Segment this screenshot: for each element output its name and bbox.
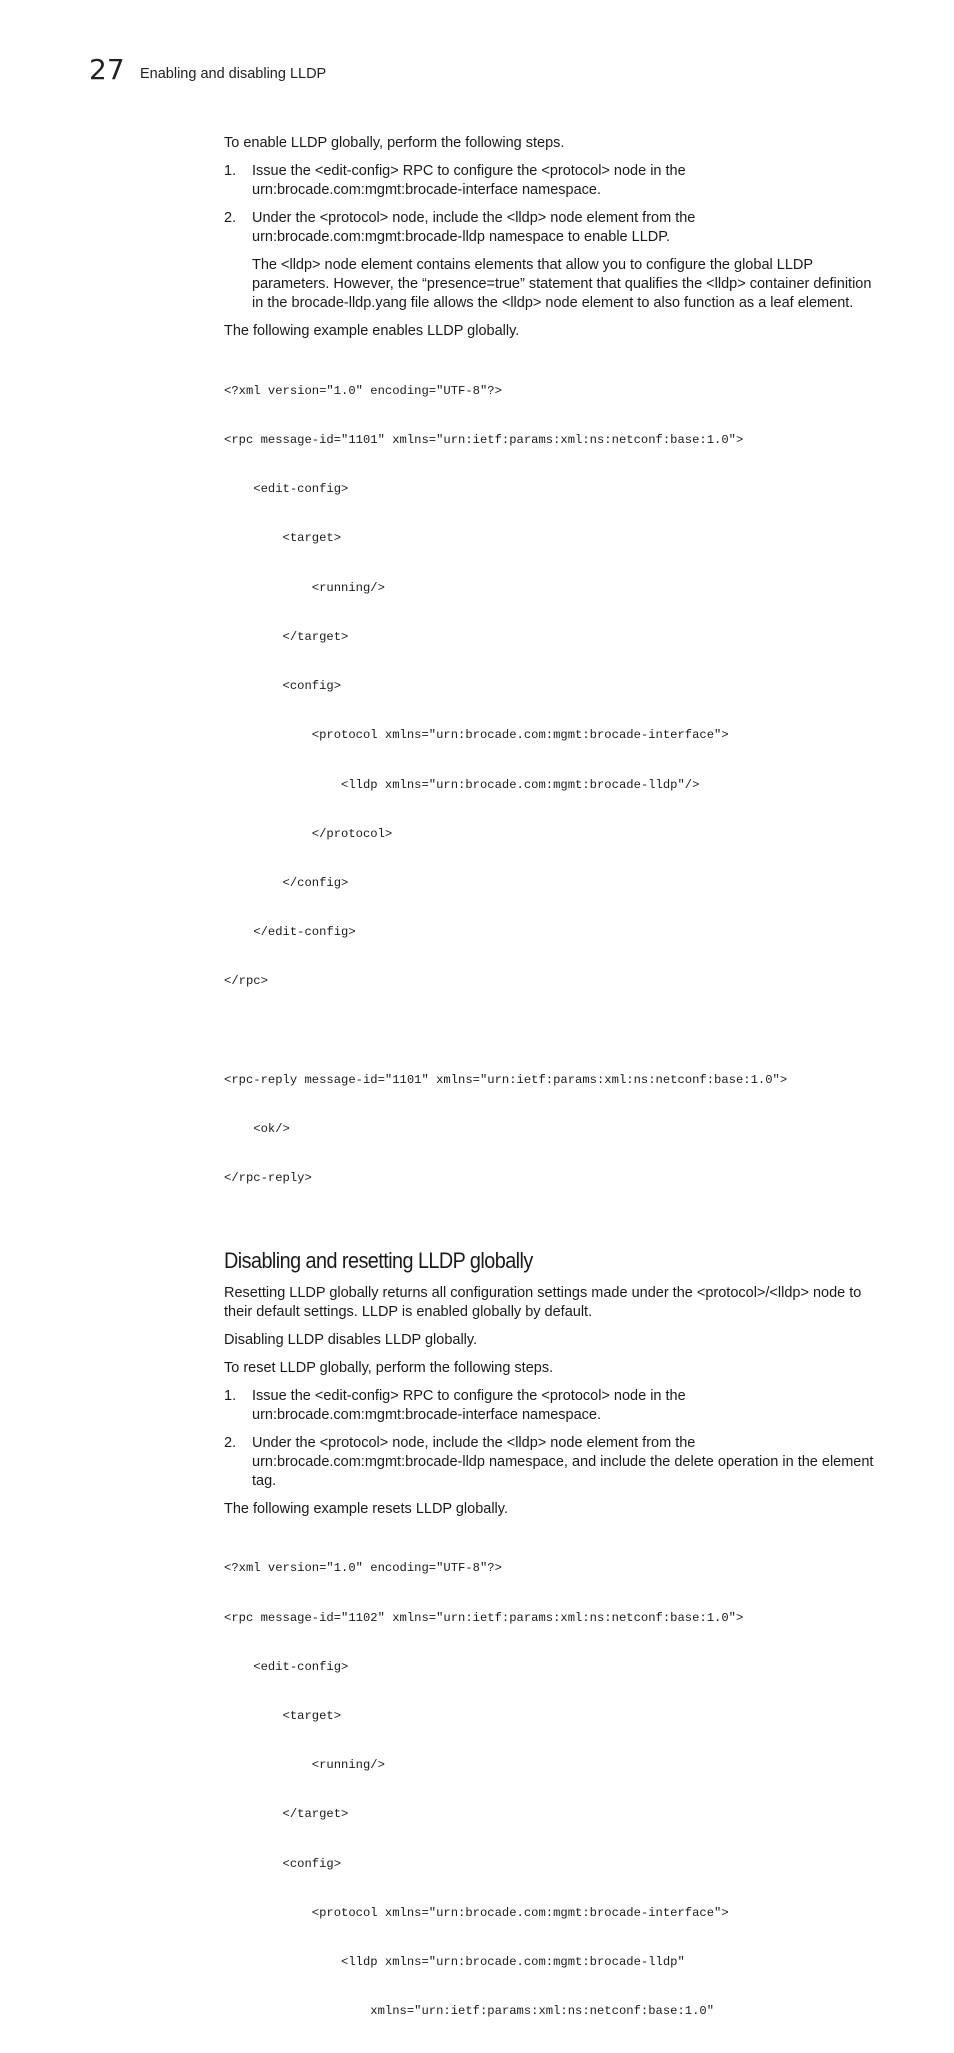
code-line: xmlns="urn:ietf:params:xml:ns:netconf:base:1.0" xyxy=(224,2004,715,2019)
page-content xyxy=(224,134,874,2053)
enable-step-1 xyxy=(224,162,874,200)
enable-example-intro: The following example enables LLDP globally. xyxy=(224,323,520,339)
disable-description: Disabling LLDP disables LLDP globally. xyxy=(224,1331,478,1348)
code-line: <lldp xmlns="urn:brocade.com:mgmt:brocade-lldp"/> xyxy=(224,777,700,792)
chapter-title: Enabling and disabling LLDP xyxy=(140,66,327,82)
code-line: </rpc-reply> xyxy=(224,1171,312,1186)
chapter-number: 27 xyxy=(89,53,125,86)
reset-steps-list xyxy=(224,1387,874,1491)
step-text: Issue the <edit-config> RPC to configure the <protocol> node in the urn:brocade.com:mgmt:brocade-interface namespace. xyxy=(252,1387,686,1423)
reset-step-2 xyxy=(224,1434,874,1491)
code-line: <rpc message-id="1102" xmlns="urn:ietf:params:xml:ns:netconf:base:1.0"> xyxy=(224,1610,744,1625)
code-line: <?xml version="1.0" encoding="UTF-8"?> xyxy=(224,383,502,398)
code-line: <running/> xyxy=(224,1758,385,1773)
step-text: Issue the <edit-config> RPC to configure the <protocol> node in the urn:brocade.com:mgmt:brocade-interface namespace. xyxy=(252,163,686,198)
enable-code-example xyxy=(224,350,874,1220)
code-line: </edit-config> xyxy=(224,925,356,940)
step-text: Under the <protocol> node, include the <lldp> node element from the urn:brocade.com:mgmt:brocade-lldp namespace to enable LLDP. xyxy=(252,210,696,245)
code-line: </protocol> xyxy=(224,826,393,841)
step-number: 1. xyxy=(224,1387,237,1404)
step-number: 2. xyxy=(224,1434,237,1451)
step-number: 2. xyxy=(224,210,237,226)
code-line: <config> xyxy=(224,1856,342,1871)
code-line: <target> xyxy=(224,1708,342,1723)
code-line: <rpc-reply message-id="1101" xmlns="urn:ietf:params:xml:ns:netconf:base:1.0"> xyxy=(224,1072,788,1087)
code-line: <target> xyxy=(224,531,342,546)
code-line: <edit-config> xyxy=(224,482,349,497)
section-heading: Disabling and resetting LLDP globally xyxy=(224,1247,533,1273)
code-line: </rpc> xyxy=(224,974,268,989)
code-line: <ok/> xyxy=(224,1122,290,1137)
code-line: </target> xyxy=(224,1807,349,1822)
step-text: Under the <protocol> node, include the <lldp> node element from the urn:brocade.com:mgmt:brocade-lldp namespace, and include the delete operation in the element tag. xyxy=(252,1434,874,1489)
code-line: <edit-config> xyxy=(224,1659,349,1674)
code-line: </target> xyxy=(224,629,349,644)
step-number: 1. xyxy=(224,163,237,179)
reset-example-intro: The following example resets LLDP globally. xyxy=(224,1500,508,1517)
reset-step-1 xyxy=(224,1387,874,1425)
code-line xyxy=(224,1023,874,1039)
lldp-presence-note: The <lldp> node element contains elements that allow you to configure the global LLDP parameters. However, the “presence=true” statement that qualifies the <lldp> container definition in the brocade-lldp.yang file allows the <lldp> node element to also function as a leaf element. xyxy=(252,257,872,311)
code-line: <lldp xmlns="urn:brocade.com:mgmt:brocade-lldp" xyxy=(224,1955,685,1970)
reset-intro: To reset LLDP globally, perform the following steps. xyxy=(224,1359,554,1376)
code-line: <protocol xmlns="urn:brocade.com:mgmt:brocade-interface"> xyxy=(224,1905,729,1920)
code-line: <rpc message-id="1101" xmlns="urn:ietf:params:xml:ns:netconf:base:1.0"> xyxy=(224,433,744,448)
enable-steps-list xyxy=(224,162,874,247)
reset-code-example xyxy=(224,1528,874,2053)
enable-step-2 xyxy=(224,209,874,247)
code-line: </config> xyxy=(224,876,349,890)
code-line: <running/> xyxy=(224,580,385,595)
enable-intro: To enable LLDP globally, perform the following steps. xyxy=(224,135,565,151)
code-line: <?xml version="1.0" encoding="UTF-8"?> xyxy=(224,1561,502,1576)
code-line: <protocol xmlns="urn:brocade.com:mgmt:brocade-interface"> xyxy=(224,728,729,743)
code-line: <config> xyxy=(224,679,342,694)
reset-description: Resetting LLDP globally returns all configuration settings made under the <protocol>/<lldp> node to their default settings. LLDP is enabled globally by default. xyxy=(224,1284,862,1320)
